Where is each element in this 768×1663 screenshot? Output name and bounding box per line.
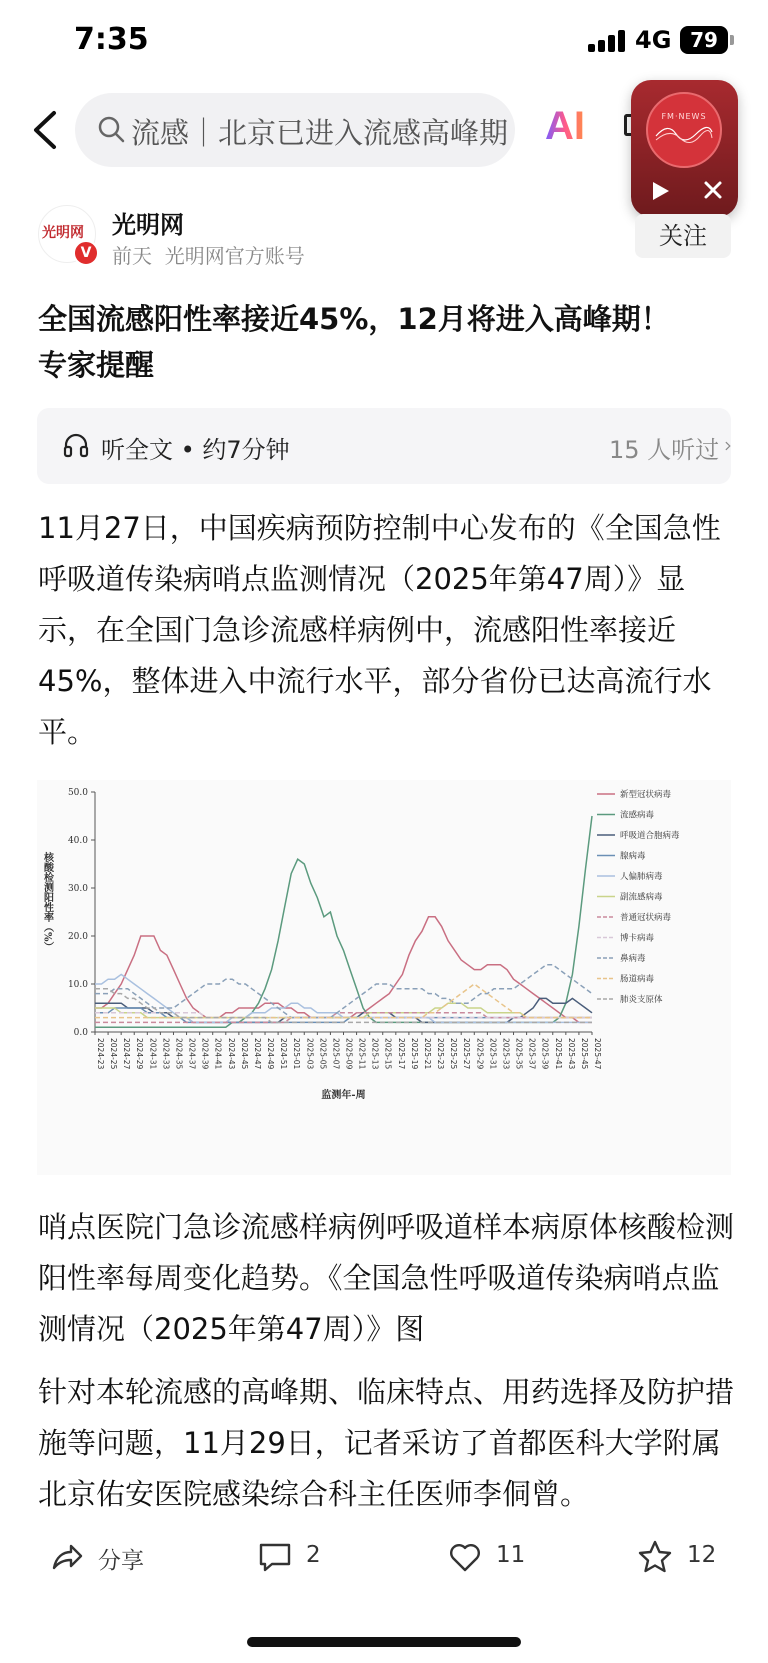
fm-player[interactable] <box>631 80 738 217</box>
legend-label-2: 呼吸道合胞病毒 <box>620 831 680 841</box>
y-axis-label: 核酸检测阳性率（%） <box>41 852 53 952</box>
x-tick-label: 2025-29 <box>475 1038 485 1070</box>
x-tick-label: 2024-47 <box>252 1038 262 1070</box>
x-tick-label: 2024-33 <box>161 1038 171 1070</box>
author-name[interactable]: 光明网 <box>112 211 184 239</box>
back-button[interactable] <box>26 105 66 155</box>
x-tick-label: 2025-27 <box>462 1038 472 1070</box>
status-bar <box>0 0 768 80</box>
search-icon <box>97 115 125 143</box>
legend-label-3: 腺病毒 <box>620 851 646 862</box>
search-query: 流感｜北京已进入流感高峰期 <box>131 116 509 150</box>
x-tick-label: 2025-39 <box>540 1038 550 1070</box>
y-tick-label: 10.0 <box>67 980 88 990</box>
post-time: 前天 <box>112 244 152 268</box>
author-logo: 光明网 <box>42 225 84 241</box>
signal-icon <box>588 30 626 52</box>
x-tick-label: 2025-25 <box>449 1038 459 1070</box>
x-tick-label: 2024-23 <box>96 1038 105 1070</box>
share-button[interactable] <box>50 1528 160 1588</box>
author-avatar[interactable] <box>38 205 96 263</box>
author-meta <box>112 240 305 269</box>
title-line-1: 全国流感阳性率接近45%，12月将进入高峰期！ <box>38 302 670 336</box>
search-input[interactable] <box>75 93 515 167</box>
x-axis-label: 监测年-周 <box>321 1090 366 1101</box>
legend-label-8: 鼻病毒 <box>620 954 646 964</box>
series-line-1 <box>95 816 592 1027</box>
x-tick-label: 2024-25 <box>109 1038 119 1070</box>
x-tick-label: 2025-23 <box>436 1038 446 1070</box>
verified-badge: V <box>73 240 99 266</box>
chevron-left-icon <box>26 105 66 155</box>
y-tick-label: 40.0 <box>67 836 88 846</box>
chart-svg <box>37 780 731 1175</box>
y-tick-label: 50.0 <box>67 788 88 798</box>
ai-button[interactable]: AI <box>545 104 585 148</box>
legend-label-0: 新型冠状病毒 <box>620 790 672 800</box>
x-tick-label: 2024-27 <box>122 1038 132 1070</box>
x-tick-label: 2025-11 <box>357 1038 367 1070</box>
positivity-trend-chart <box>37 780 731 1175</box>
x-tick-label: 2025-45 <box>579 1038 589 1070</box>
play-icon[interactable] <box>651 180 671 202</box>
x-tick-label: 2025-37 <box>527 1038 537 1070</box>
article-paragraph-1: 11月27日，中国疾病预防控制中心发布的《全国急性呼吸道传染病哨点监测情况（2025年第47周）》显示，在全国门急诊流感样病例中，流感阳性率接近45%，整体进入中流行水平，部分省份已达高流行水平。 <box>38 511 721 749</box>
waveform-icon <box>646 92 722 168</box>
x-tick-label: 2025-17 <box>396 1038 406 1070</box>
x-tick-label: 2025-09 <box>344 1038 354 1070</box>
x-tick-label: 2024-39 <box>200 1038 210 1070</box>
action-bar <box>0 1528 768 1588</box>
comment-count: 2 <box>306 1542 321 1568</box>
y-tick-label: 20.0 <box>67 932 88 942</box>
x-tick-label: 2024-45 <box>239 1038 249 1070</box>
like-button[interactable] <box>448 1528 528 1588</box>
heart-icon <box>448 1540 482 1574</box>
chevron-right-icon <box>725 438 731 454</box>
share-label: 分享 <box>98 1548 144 1574</box>
x-tick-label: 2025-31 <box>488 1038 498 1070</box>
favorite-button[interactable] <box>637 1528 727 1588</box>
status-time: 7:35 <box>74 22 149 57</box>
x-tick-label: 2025-43 <box>566 1038 576 1070</box>
fm-label: FM·NEWS <box>661 112 707 121</box>
account-type: 光明网官方账号 <box>164 244 305 268</box>
listen-full-text-bar[interactable] <box>37 408 731 484</box>
legend-label-1: 流感病毒 <box>620 810 655 821</box>
like-count: 11 <box>496 1542 526 1568</box>
x-tick-label: 2024-29 <box>135 1038 145 1070</box>
x-tick-label: 2024-51 <box>279 1038 289 1070</box>
x-tick-label: 2025-05 <box>318 1038 328 1070</box>
y-tick-label: 30.0 <box>67 884 88 894</box>
series-line-0 <box>95 917 592 1023</box>
x-tick-label: 2025-03 <box>305 1038 315 1070</box>
x-tick-label: 2025-07 <box>331 1038 341 1070</box>
x-tick-label: 2024-43 <box>226 1038 236 1070</box>
follow-button[interactable]: 关注 <box>635 214 731 258</box>
legend-label-10: 肺炎支原体 <box>620 995 663 1005</box>
x-tick-label: 2025-21 <box>422 1038 432 1070</box>
x-tick-label: 2025-41 <box>553 1038 563 1070</box>
x-tick-label: 2025-15 <box>383 1038 393 1070</box>
legend-label-9: 肠道病毒 <box>620 974 655 985</box>
x-tick-label: 2024-35 <box>174 1038 184 1070</box>
x-tick-label: 2024-31 <box>148 1038 158 1070</box>
x-tick-label: 2025-35 <box>514 1038 524 1070</box>
star-icon <box>637 1540 673 1574</box>
legend-label-7: 博卡病毒 <box>620 933 655 944</box>
x-tick-label: 2025-19 <box>409 1038 419 1070</box>
listen-count: 15 人听过 <box>609 436 720 464</box>
comment-button[interactable] <box>258 1528 338 1588</box>
network-type: 4G <box>635 26 672 54</box>
x-tick-label: 2024-41 <box>213 1038 223 1070</box>
y-tick-label: 0.0 <box>73 1028 88 1038</box>
comment-icon <box>258 1540 292 1574</box>
x-tick-label: 2024-37 <box>187 1038 197 1070</box>
x-tick-label: 2025-01 <box>292 1038 302 1070</box>
article-paragraph-2: 针对本轮流感的高峰期、临床特点、用药选择及防护措施等问题，11月29日，记者采访了首都医科大学附属北京佑安医院感染综合科主任医师李侗曾。 <box>38 1375 735 1511</box>
fm-disc <box>646 92 722 168</box>
share-icon <box>50 1540 84 1574</box>
listen-label: 听全文 • 约7分钟 <box>101 436 290 464</box>
battery-icon: 79 <box>680 26 728 54</box>
title-line-2: 专家提醒 <box>38 348 155 382</box>
legend-label-5: 副流感病毒 <box>620 892 663 903</box>
close-icon[interactable] <box>703 180 723 200</box>
chart-caption: 哨点医院门急诊流感样病例呼吸道样本病原体核酸检测阳性率每周变化趋势。《全国急性呼吸道传染病哨点监测情况（2025年第47周）》图 <box>38 1210 735 1346</box>
x-tick-label: 2024-49 <box>266 1038 276 1070</box>
battery-tip <box>730 35 734 45</box>
article-title <box>38 296 738 388</box>
legend-label-4: 人偏肺病毒 <box>620 872 663 882</box>
x-tick-label: 2025-33 <box>501 1038 511 1070</box>
home-indicator <box>247 1637 521 1647</box>
x-tick-label: 2025-47 <box>593 1038 602 1070</box>
headphones-icon <box>63 432 89 458</box>
legend-label-6: 普通冠状病毒 <box>620 913 672 923</box>
x-tick-label: 2025-13 <box>370 1038 380 1070</box>
favorite-count: 12 <box>687 1542 717 1568</box>
